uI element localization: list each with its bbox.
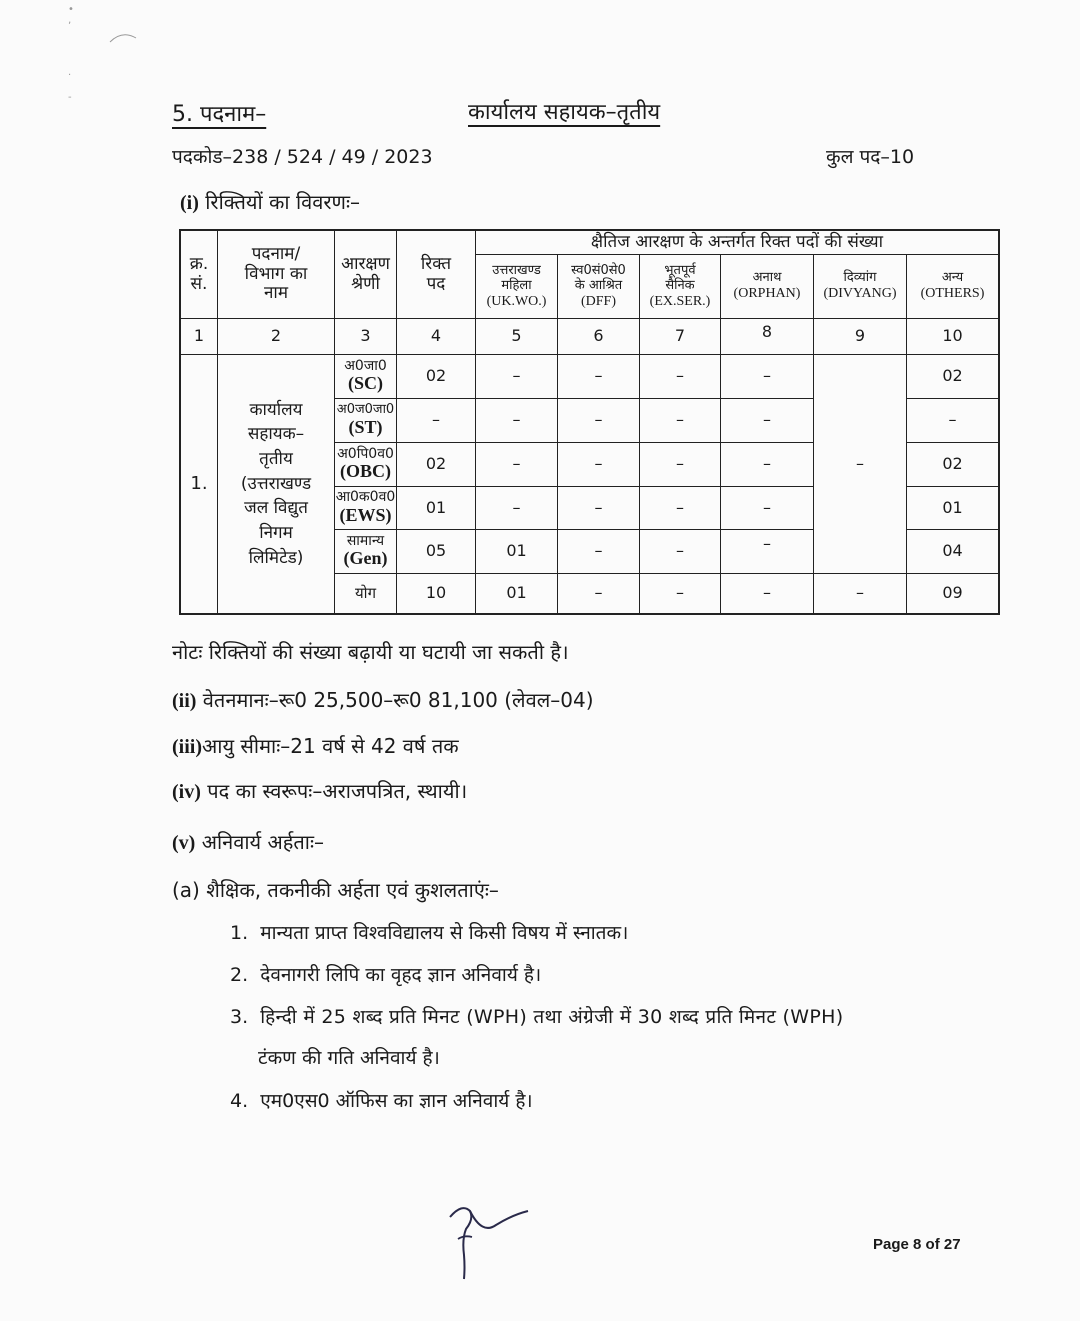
others-cell: – [948, 410, 957, 430]
essential-text: अनिवार्य अर्हताः– [201, 830, 325, 854]
nature-text: पद का स्वरूपः–अराजपत्रित, स्थायी। [207, 779, 468, 803]
vacancy-cell: 05 [425, 541, 447, 561]
vacancy-cell: 01 [425, 497, 447, 517]
scan-mark: • ‚ · - [68, 4, 74, 103]
header-others: अन्य (OTHERS) [920, 270, 985, 301]
orphan-cell: – [763, 454, 771, 474]
col-number: 9 [854, 326, 866, 346]
dff-cell: – [594, 541, 603, 561]
post-title: कार्यालय सहायक–तृतीय [468, 100, 661, 125]
header-exser: भूतपूर्व सैनिक (EX.SER.) [649, 262, 711, 309]
others-cell: 02 [942, 366, 963, 386]
col-number: 6 [593, 326, 604, 346]
dff-cell: – [594, 410, 603, 430]
nature-marker: (iv) [172, 781, 201, 803]
others-cell: 01 [942, 497, 963, 517]
vacancy-table [179, 229, 1000, 615]
header-horizontal-reservation: क्षैतिज आरक्षण के अन्तर्गत रिक्त पदों की संख्या [590, 231, 884, 252]
total-label: योग [354, 584, 377, 603]
others-cell: 02 [942, 454, 963, 474]
exser-cell: – [676, 366, 684, 386]
age-text: आयु सीमाः–21 वर्ष से 42 वर्ष तक [202, 734, 459, 758]
dff-cell: – [594, 454, 603, 474]
header-divyang: दिव्यांग (DIVYANG) [823, 270, 897, 301]
post-name-cell: कार्यालय सहायक– तृतीय (उत्तराखण्ड जल विद्युत निगम लिमिटेड) [240, 399, 312, 568]
post-label: 5. पदनाम– [172, 102, 267, 127]
header-serial: क्र. सं. [189, 253, 209, 294]
total-exser: – [676, 583, 684, 603]
category-cell: अ0पि0व0 (OBC) [337, 445, 394, 482]
qualification-item-continued: टंकण की गति अनिवार्य है। [258, 1047, 440, 1069]
exser-cell: – [676, 454, 684, 474]
category-cell: अ0जा0 (SC) [344, 357, 387, 394]
col-number: 10 [942, 326, 963, 346]
pay-text: वेतनमानः–रू0 25,500–रू0 81,100 (लेवल–04) [202, 688, 594, 712]
signature [440, 1195, 540, 1285]
serial-number: 1. [190, 472, 208, 494]
total-posts: कुल पद–10 [826, 146, 915, 168]
ukwo-cell: – [512, 410, 521, 430]
divyang-merged-cell: – [856, 453, 864, 473]
section-i-text: रिक्तियों का विवरणः– [205, 190, 361, 214]
orphan-cell: – [763, 410, 771, 430]
orphan-cell: – [763, 534, 771, 554]
qualification-item: 4. एम0एस0 ऑफिस का ज्ञान अनिवार्य है। [230, 1090, 533, 1112]
section-i-heading [180, 188, 360, 215]
section-i-marker: (i) [180, 192, 199, 214]
exser-cell: – [676, 541, 684, 561]
header-ukwo: उत्तराखण्ड महिला (UK.WO.) [486, 262, 547, 309]
header-category: आरक्षण श्रेणी [341, 253, 390, 294]
note: नोटः रिक्तियों की संख्या बढ़ायी या घटायी जा सकती है। [172, 640, 569, 664]
category-cell: अ0ज0जा0 (ST) [336, 402, 395, 437]
dff-cell: – [594, 366, 603, 386]
col-number: 8 [761, 322, 773, 342]
header-post: पदनाम/ विभाग का नाम [244, 244, 308, 304]
qualification-subheading: (a) शैक्षिक, तकनीकी अर्हता एवं कुशलताएंः– [172, 878, 499, 902]
col-number: 4 [430, 326, 442, 346]
ukwo-cell: – [512, 497, 521, 517]
total-orphan: – [763, 583, 771, 603]
pay-marker: (ii) [172, 690, 197, 712]
category-cell: आ0क0व0 (EWS) [335, 489, 396, 525]
exser-cell: – [676, 497, 684, 517]
ukwo-cell: – [512, 454, 521, 474]
orphan-cell: – [763, 497, 771, 517]
total-dff: – [594, 583, 603, 603]
header-vacancy: रिक्त पद [420, 253, 452, 294]
ukwo-cell: 01 [506, 541, 527, 561]
qualification-item: 3. हिन्दी में 25 शब्द प्रति मिनट (WPH) तथा अंग्रेजी में 30 शब्द प्रति मिनट (WPH) [230, 1006, 844, 1028]
total-vacancy: 10 [425, 583, 447, 603]
others-cell: 04 [942, 541, 963, 561]
qualification-item: 2. देवनागरी लिपि का वृहद ज्ञान अनिवार्य है। [230, 964, 542, 986]
post-nature [172, 777, 467, 804]
age-marker: (iii) [172, 736, 202, 758]
essential-marker: (v) [172, 832, 196, 854]
col-number: 7 [674, 326, 686, 346]
pay-scale [172, 686, 594, 713]
orphan-cell: – [763, 366, 771, 386]
total-ukwo: 01 [506, 583, 527, 603]
col-number: 5 [511, 326, 522, 346]
scan-arc [108, 30, 138, 44]
age-limit [172, 732, 459, 759]
col-number: 2 [270, 326, 282, 346]
dff-cell: – [594, 497, 603, 517]
page-number: Page 8 of 27 [873, 1236, 961, 1253]
total-others: 09 [942, 583, 963, 603]
qualification-item: 1. मान्यता प्राप्त विश्वविद्यालय से किसी विषय में स्नातक। [230, 922, 629, 944]
vacancy-cell: 02 [425, 366, 447, 386]
post-code: पदकोड–238 / 524 / 49 / 2023 [172, 146, 433, 168]
ukwo-cell: – [512, 366, 521, 386]
vacancy-cell: 02 [425, 454, 447, 474]
col-number: 1 [193, 326, 205, 346]
header-dff: स्व0सं0से0 के आश्रित (DFF) [571, 262, 626, 309]
col-number: 3 [360, 326, 371, 346]
vacancy-cell: – [432, 410, 440, 430]
header-orphan: अनाथ (ORPHAN) [733, 270, 801, 301]
exser-cell: – [676, 410, 684, 430]
total-divyang: – [856, 583, 864, 603]
category-cell: सामान्य (Gen) [343, 532, 388, 569]
essential-qualification [172, 828, 324, 855]
